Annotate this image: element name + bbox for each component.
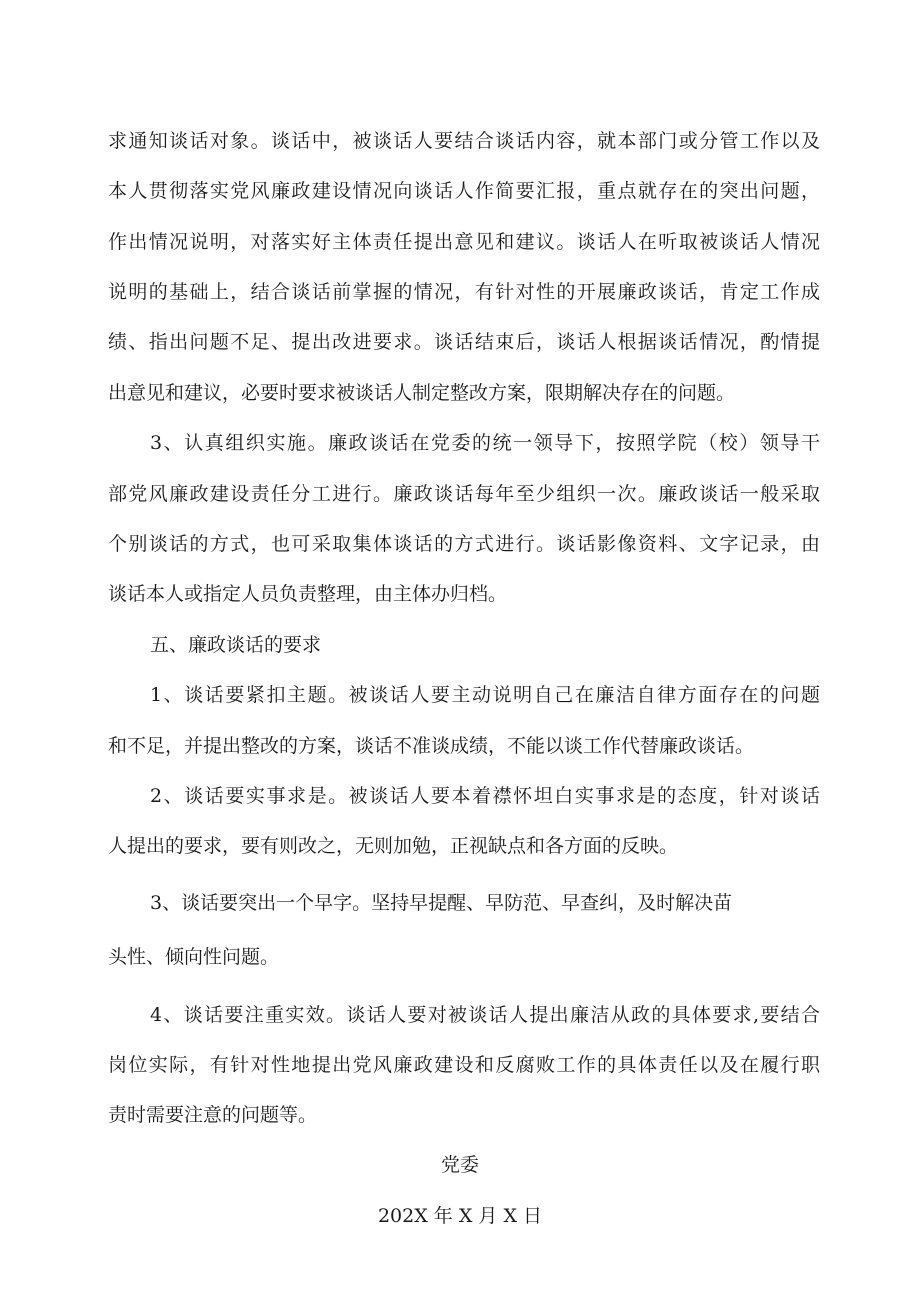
- paragraph-line: 和不足，并提出整改的方案，谈话不准谈成绩，不能以谈工作代替廉政谈话。: [108, 735, 755, 757]
- paragraph-line: 3、谈话要突出一个早字。坚持早提醒、早防范、早查纠，及时解决苗: [150, 892, 733, 914]
- paragraph-line: 作出情况说明，对落实好主体责任提出意见和建议。谈话人在听取被谈话人情况: [108, 231, 820, 253]
- paragraph-line: 说明的基础上，结合谈话前掌握的情况，有针对性的开展廉政谈话，肯定工作成: [108, 281, 820, 303]
- signature-date: 202X 年 X 月 X 日: [377, 1205, 543, 1227]
- paragraph-line: 1、谈话要紧扣主题。被谈话人要主动说明自己在廉洁自律方面存在的问题: [150, 684, 820, 706]
- paragraph-line: 3、认真组织实施。廉政谈话在党委的统一领导下，按照学院（校）领导干: [150, 432, 820, 454]
- paragraph-line: 头性、倾向性问题。: [108, 946, 280, 968]
- paragraph-line: 个别谈话的方式，也可采取集体谈话的方式进行。谈话影像资料、文字记录，由: [108, 533, 820, 555]
- paragraph-line: 绩、指出问题不足、提出改进要求。谈话结束后，谈话人根据谈话情况，酌情提: [108, 331, 820, 353]
- paragraph-line: 谈话本人或指定人员负责整理，由主体办归档。: [108, 583, 508, 605]
- paragraph-line: 责时需要注意的问题等。: [108, 1104, 318, 1126]
- paragraph-line: 本人贯彻落实党风廉政建设情况向谈话人作简要汇报，重点就存在的突出问题，: [108, 180, 820, 202]
- paragraph-line: 部党风廉政建设责任分工进行。廉政谈话每年至少组织一次。廉政谈话一般采取: [108, 483, 820, 505]
- paragraph-line: 求通知谈话对象。谈话中，被谈话人要结合谈话内容，就本部门或分管工作以及: [108, 130, 820, 152]
- paragraph-line: 出意见和建议，必要时要求被谈话人制定整改方案，限期解决存在的问题。: [108, 382, 736, 404]
- paragraph-line: 人提出的要求，要有则改之，无则加勉，正视缺点和各方面的反映。: [108, 835, 679, 857]
- paragraph-line: 岗位实际，有针对性地提出党风廉政建设和反腐败工作的具体责任以及在履行职: [108, 1054, 820, 1076]
- paragraph-line: 4、谈话要注重实效。谈话人要对被谈话人提出廉洁从政的具体要求,要结合: [150, 1004, 820, 1026]
- section-heading: 五、廉政谈话的要求: [150, 634, 322, 656]
- paragraph-line: 2、谈话要实事求是。被谈话人要本着襟怀坦白实事求是的态度，针对谈话: [150, 785, 820, 807]
- signature-org: 党委: [440, 1154, 479, 1176]
